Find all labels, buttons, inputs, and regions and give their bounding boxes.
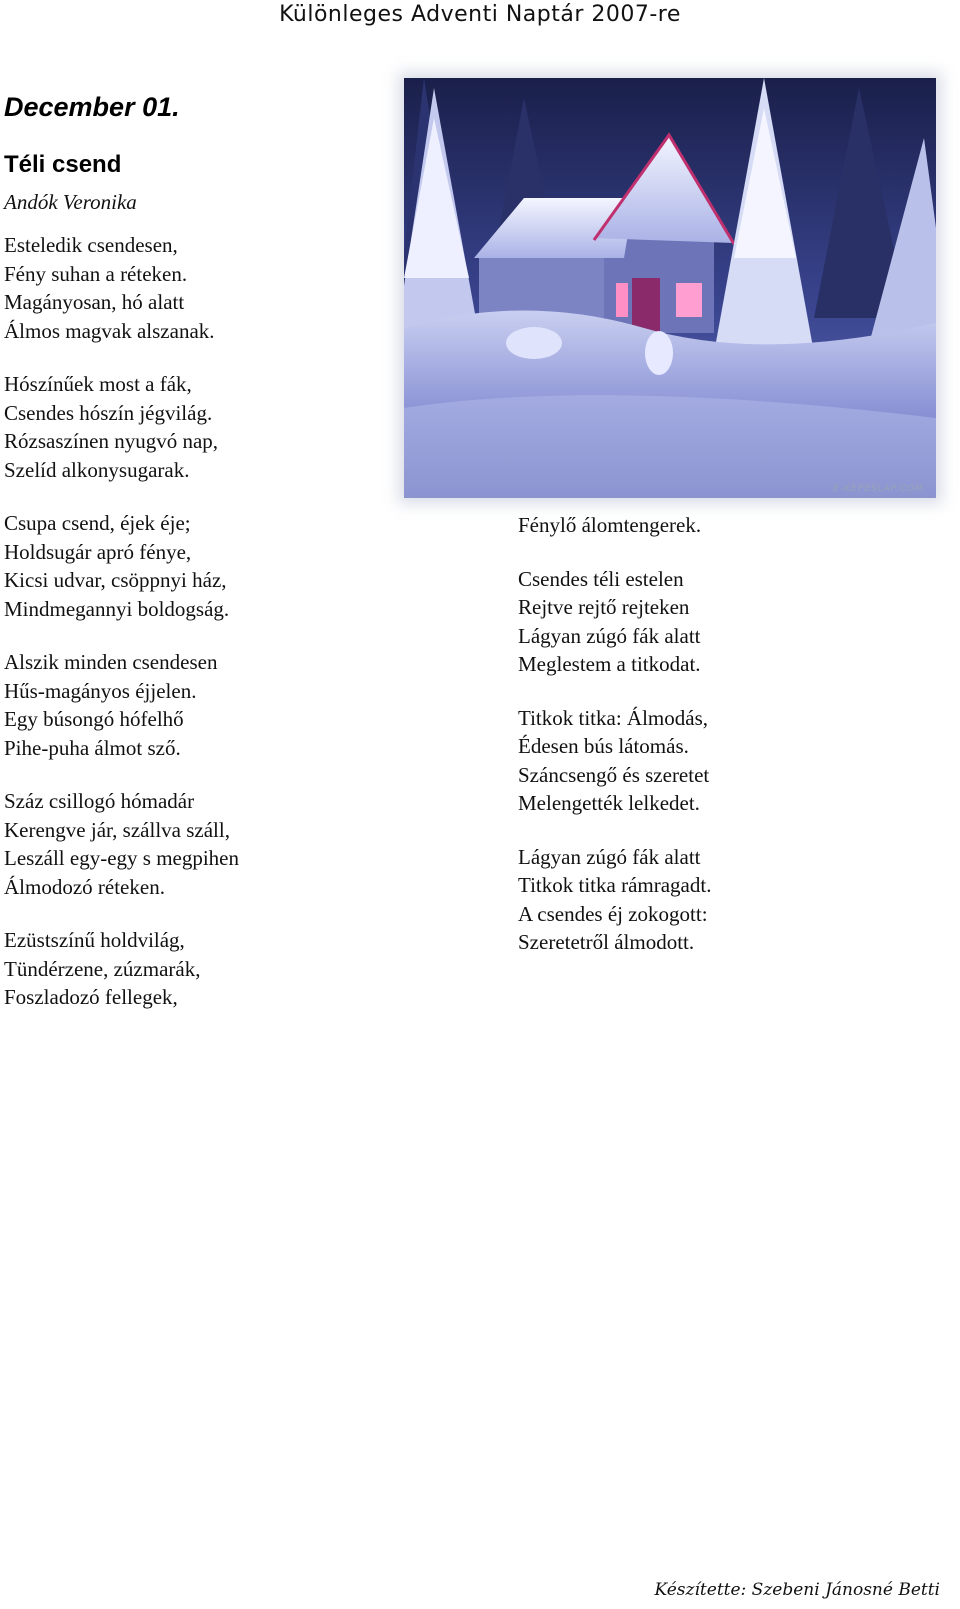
poem-title: Téli csend xyxy=(4,151,122,178)
entry-date: December 01. xyxy=(4,92,180,122)
winter-cabin-photo xyxy=(404,78,936,498)
poem-line: Száz csillogó hómadár xyxy=(4,789,195,813)
photo-watermark: E-KEPESLAP.COM xyxy=(833,484,924,494)
poem-right-column xyxy=(518,511,918,982)
poem-line: Leszáll egy-egy s megpihen xyxy=(4,846,239,870)
poem-line: A csendes éj zokogott: xyxy=(518,901,708,926)
poem-line: Szelíd alkonysugarak. xyxy=(4,457,190,482)
poem-stanza xyxy=(4,231,384,345)
poem-line: Holdsugár apró fénye, xyxy=(4,539,192,564)
poem-line: Tündérzene, zúzmarák, xyxy=(4,956,201,981)
poem-line: Hűs-magányos éjjelen. xyxy=(4,678,197,703)
poem-left-column xyxy=(4,231,384,1037)
poem-line: Álmodozó réteken. xyxy=(4,874,165,899)
poem-stanza xyxy=(4,648,384,762)
poem-line: Álmos magvak alszanak. xyxy=(4,318,215,343)
poem-stanza xyxy=(518,843,918,957)
poem-stanza xyxy=(518,704,918,818)
poem-line: Hószínűek most a fák, xyxy=(4,372,192,396)
winter-scene-illustration xyxy=(404,78,936,498)
poem-line: Titkok titka rámragadt. xyxy=(518,873,712,897)
poem-line: Magányosan, hó alatt xyxy=(4,290,185,314)
poem-stanza xyxy=(518,565,918,679)
poem-line: Esteledik csendesen, xyxy=(4,233,178,257)
poem-stanza xyxy=(4,509,384,623)
poem-line: Meglestem a titkodat. xyxy=(518,652,701,676)
poem-line: Foszladozó fellegek, xyxy=(4,985,178,1009)
poem-line: Melengették lelkedet. xyxy=(518,791,700,815)
poem-line: Alszik minden csendesen xyxy=(4,650,218,674)
poem-line: Rózsaszínen nyugvó nap, xyxy=(4,429,219,453)
page-header: Különleges Adventi Naptár 2007-re xyxy=(279,2,681,27)
poem-line: Mindmegannyi boldogság. xyxy=(4,596,230,621)
poem-line: Lágyan zúgó fák alatt xyxy=(518,623,701,648)
poem-line: Szeretetről álmodott. xyxy=(518,930,695,954)
poem-line: Ezüstszínű holdvilág, xyxy=(4,928,185,952)
poem-line: Egy búsongó hófelhő xyxy=(4,707,184,731)
poem-line: Száncsengő és szeretet xyxy=(518,762,710,787)
poem-stanza xyxy=(4,926,384,1012)
poem-stanza xyxy=(4,787,384,901)
poem-line: Lágyan zúgó fák alatt xyxy=(518,844,701,869)
poem-line: Pihe-puha álmot sző. xyxy=(4,735,181,760)
poem-line: Fény suhan a réteken. xyxy=(4,261,188,286)
poem-line: Csendes téli estelen xyxy=(518,566,684,591)
footer-credit: Készítette: Szebeni Jánosné Betti xyxy=(654,1580,940,1600)
poem-line: Rejtve rejtő rejteken xyxy=(518,595,690,619)
poem-line: Kerengve jár, szállva száll, xyxy=(4,817,230,842)
poem-line: Fénylő álomtengerek. xyxy=(518,513,702,537)
poem-author: Andók Veronika xyxy=(4,190,137,214)
poem-line: Édesen bús látomás. xyxy=(518,734,689,758)
poem-line: Csupa csend, éjek éje; xyxy=(4,511,191,535)
poem-stanza xyxy=(518,511,918,540)
poem-line: Titkok titka: Álmodás, xyxy=(518,705,708,730)
poem-line: Kicsi udvar, csöppnyi ház, xyxy=(4,568,227,592)
poem-stanza xyxy=(4,370,384,484)
poem-line: Csendes hószín jégvilág. xyxy=(4,400,213,425)
